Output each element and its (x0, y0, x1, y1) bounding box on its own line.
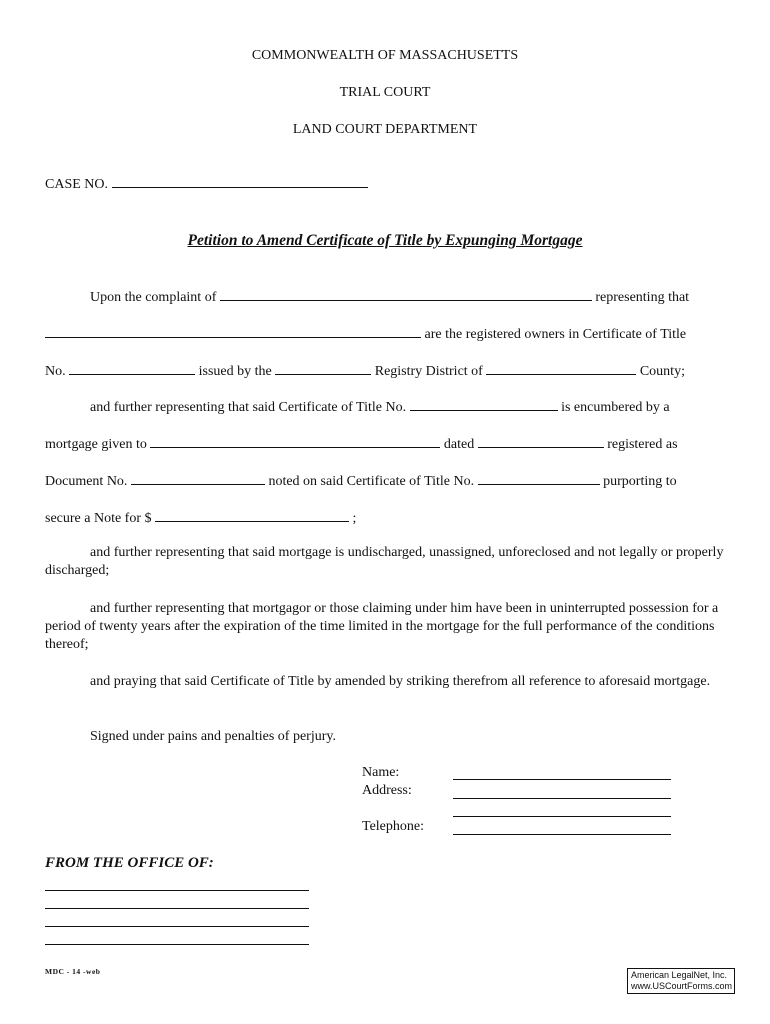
certificate-number-field[interactable] (69, 362, 195, 375)
case-number-field[interactable] (112, 175, 368, 188)
document-no-label: Document No. (45, 474, 128, 489)
telephone-field[interactable] (453, 820, 671, 835)
registry-field[interactable] (275, 362, 371, 375)
complaint-label: Upon the complaint of (90, 290, 217, 305)
complaint-line (90, 288, 689, 306)
publisher-box (627, 968, 735, 994)
office-line-2[interactable] (45, 894, 309, 909)
address-label: Address: (362, 783, 412, 798)
date-field[interactable] (478, 435, 604, 448)
semicolon: ; (352, 511, 357, 526)
publisher-url: www.USCourtForms.com (631, 981, 733, 991)
undischarged-paragraph: and further representing that said mortgage is undischarged, unassigned, unforeclosed and not legally or properly discharged; (45, 545, 724, 578)
registry-district-label: Registry District of (374, 364, 483, 379)
document-title (0, 232, 770, 250)
title-number-field[interactable] (410, 398, 558, 411)
office-line-4[interactable] (45, 930, 309, 945)
no-label: No. (45, 364, 66, 379)
dated-label: dated (443, 437, 475, 452)
case-number-row (45, 175, 368, 193)
purporting-label: purporting to (603, 474, 677, 489)
header-commonwealth: COMMONWEALTH OF MASSACHUSETTS (251, 48, 519, 63)
owners-field[interactable] (45, 325, 421, 338)
address-field-line2[interactable] (453, 802, 671, 817)
encumbered-line (90, 398, 670, 416)
issued-by-label: issued by the (198, 364, 272, 379)
owners-label: are the registered owners in Certificate of Title (424, 327, 687, 342)
county-field[interactable] (486, 362, 636, 375)
header-trial-court: TRIAL COURT (339, 85, 431, 100)
perjury-statement: Signed under pains and penalties of perjury. (90, 729, 336, 744)
praying-paragraph: and praying that said Certificate of Title by amended by striking therefrom all reference to aforesaid mortgage. (90, 674, 711, 689)
registered-as-label: registered as (607, 437, 678, 452)
complainant-field[interactable] (220, 288, 592, 301)
mortgagee-field[interactable] (150, 435, 440, 448)
telephone-label: Telephone: (362, 819, 424, 834)
note-line (45, 509, 356, 527)
noted-label: noted on said Certificate of Title No. (268, 474, 475, 489)
owners-line (45, 325, 686, 343)
county-label: County; (639, 364, 685, 379)
representing-label: representing that (595, 290, 690, 305)
encumbered-label: is encumbered by a (561, 400, 670, 415)
note-amount-field[interactable] (155, 509, 349, 522)
office-line-3[interactable] (45, 912, 309, 927)
further-representing-label: and further representing that said Certificate of Title No. (90, 400, 407, 415)
name-label: Name: (362, 765, 400, 780)
address-field-line1[interactable] (453, 784, 671, 799)
mortgage-given-label: mortgage given to (45, 437, 147, 452)
case-number-label: CASE NO. (45, 177, 109, 192)
document-line (45, 472, 677, 490)
title-text: Petition to Amend Certificate of Title by Expunging Mortgage (187, 232, 583, 249)
form-id: MDC - 14 -web (45, 967, 101, 976)
certificate-line (45, 362, 685, 380)
name-field[interactable] (453, 765, 671, 780)
possession-paragraph: and further representing that mortgagor or those claiming under him have been in uninterrupted possession for a period of twenty years after the expiration of the time limited in the mortgage for the full performance of the conditions thereof; (45, 601, 719, 652)
header-land-court: LAND COURT DEPARTMENT (292, 122, 478, 137)
secure-note-label: secure a Note for $ (45, 511, 152, 526)
publisher-name: American LegalNet, Inc. (631, 970, 728, 980)
noted-title-number-field[interactable] (478, 472, 600, 485)
office-label: FROM THE OFFICE OF: (45, 855, 214, 871)
document-number-field[interactable] (131, 472, 265, 485)
mortgage-line (45, 435, 678, 453)
office-line-1[interactable] (45, 876, 309, 891)
